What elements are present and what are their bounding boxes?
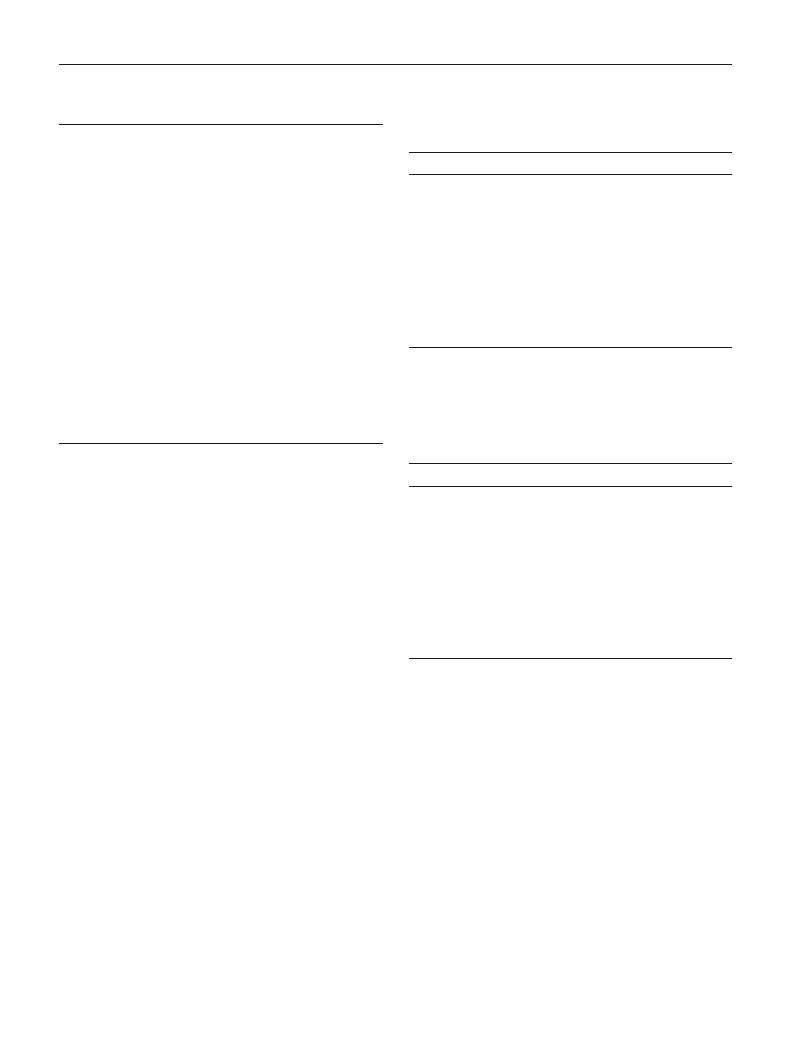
table-2-bottom-rule <box>409 658 732 659</box>
section-body-2 <box>59 445 383 745</box>
table-1-bottom-rule <box>409 347 732 348</box>
table-2-body <box>409 488 732 657</box>
table-2-top-rule <box>409 463 732 464</box>
left-column <box>59 0 383 1049</box>
right-column <box>409 0 732 1049</box>
section-divider-top <box>59 124 383 125</box>
section-body-1 <box>59 126 383 442</box>
section-divider-bottom <box>59 443 383 444</box>
table-1-body <box>409 176 732 346</box>
table-2-header-rule <box>409 486 732 487</box>
table-1-top-rule <box>409 152 732 153</box>
table-1-header-rule <box>409 174 732 175</box>
